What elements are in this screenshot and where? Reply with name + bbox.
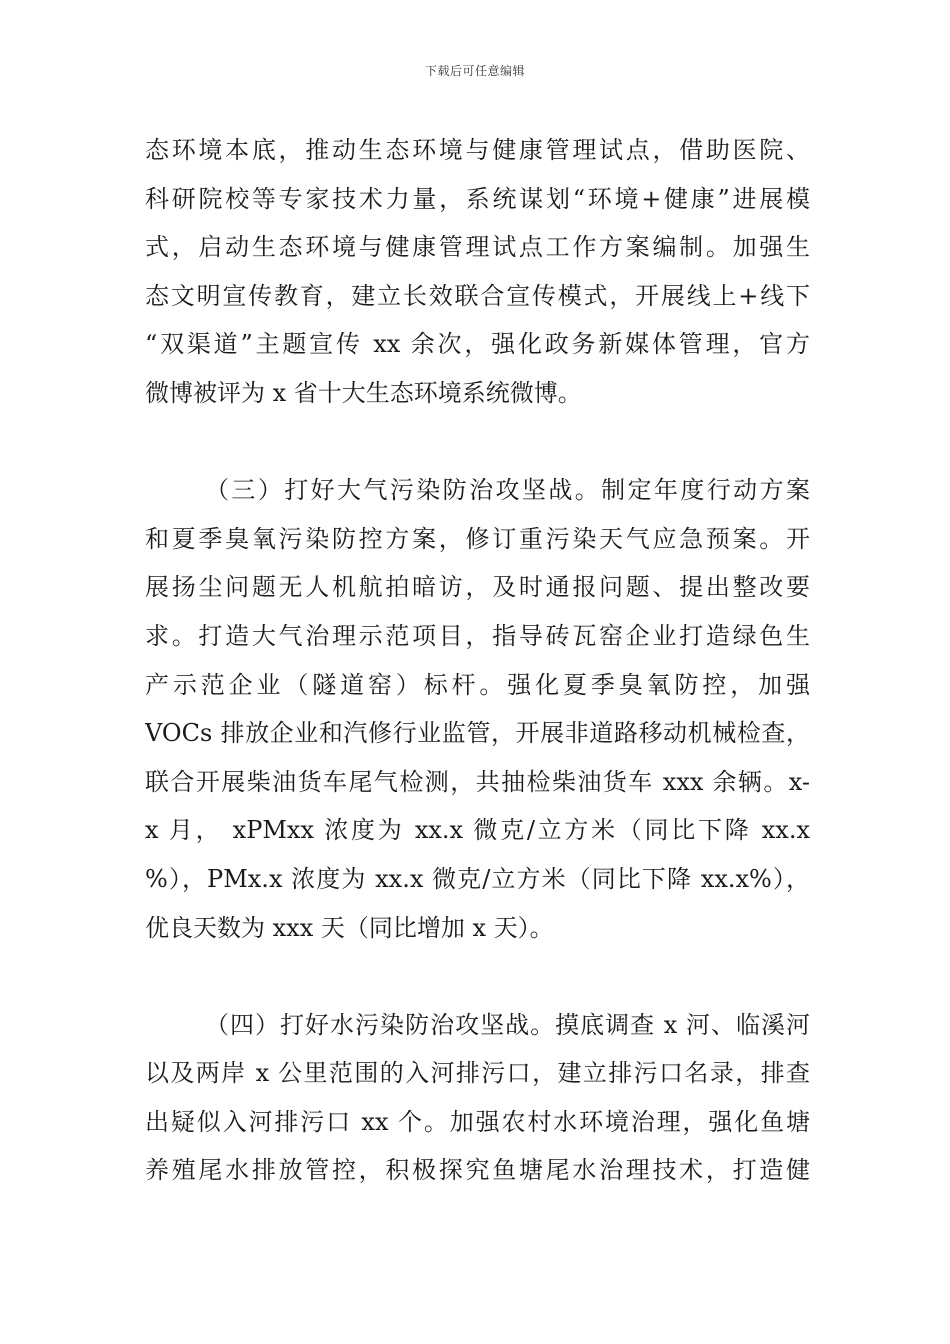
paragraph-gap: [145, 418, 810, 467]
paragraph-3: [145, 1001, 810, 1195]
paragraph-gap: [145, 952, 810, 1001]
text-line: 产示范企业（隧道窑）标杆。强化夏季臭氧防控，加强: [145, 670, 810, 699]
text-line: 优良天数为 xxx 天（同比增加 x 天）。: [145, 913, 554, 942]
paragraph-1: [145, 126, 810, 418]
text-line: x 月， xPMxx 浓度为 xx.x 微克/立方米（同比下降 xx.x: [145, 816, 810, 845]
text-line: 求。打造大气治理示范项目，指导砖瓦窑企业打造绿色生: [145, 621, 810, 650]
text-line: 出疑似入河排污口 xx 个。加强农村水环境治理，强化鱼塘: [145, 1107, 810, 1136]
text-line: 式，启动生态环境与健康管理试点工作方案编制。加强生: [145, 233, 810, 262]
text-line: 科研院校等专家技术力量，系统谋划“环境+健康”进展模: [145, 184, 810, 213]
document-body: [145, 126, 810, 1195]
text-line: 展扬尘问题无人机航拍暗访，及时通报问题、提出整改要: [145, 573, 810, 602]
text-line: %），PMx.x 浓度为 xx.x 微克/立方米（同比下降 xx.x%），: [145, 864, 810, 893]
text-line: 态文明宣传教育，建立长效联合宣传模式，开展线上+线下: [145, 281, 810, 310]
text-line: （三）打好大气污染防治攻坚战。制定年度行动方案: [205, 476, 810, 505]
text-line: 联合开展柴油货车尾气检测，共抽检柴油货车 xxx 余辆。x-: [145, 767, 810, 796]
page-header: 下载后可任意编辑: [424, 64, 525, 78]
text-line: 微博被评为 x 省十大生态环境系统微博。: [145, 378, 582, 407]
paragraph-2: [145, 466, 810, 952]
text-line: 和夏季臭氧污染防控方案，修订重污染天气应急预案。开: [145, 524, 810, 553]
text-line: （四）打好水污染防治攻坚战。摸底调查 x 河、临溪河: [205, 1010, 810, 1039]
text-line: 以及两岸 x 公里范围的入河排污口，建立排污口名录，排查: [145, 1059, 810, 1088]
text-line: VOCs 排放企业和汽修行业监管，开展非道路移动机械检查，: [145, 719, 810, 748]
text-line: 态环境本底，推动生态环境与健康管理试点，借助医院、: [145, 136, 810, 164]
text-line: “双渠道”主题宣传 xx 余次，强化政务新媒体管理，官方: [145, 330, 810, 359]
text-line: 养殖尾水排放管控，积极探究鱼塘尾水治理技术，打造健: [145, 1156, 810, 1185]
